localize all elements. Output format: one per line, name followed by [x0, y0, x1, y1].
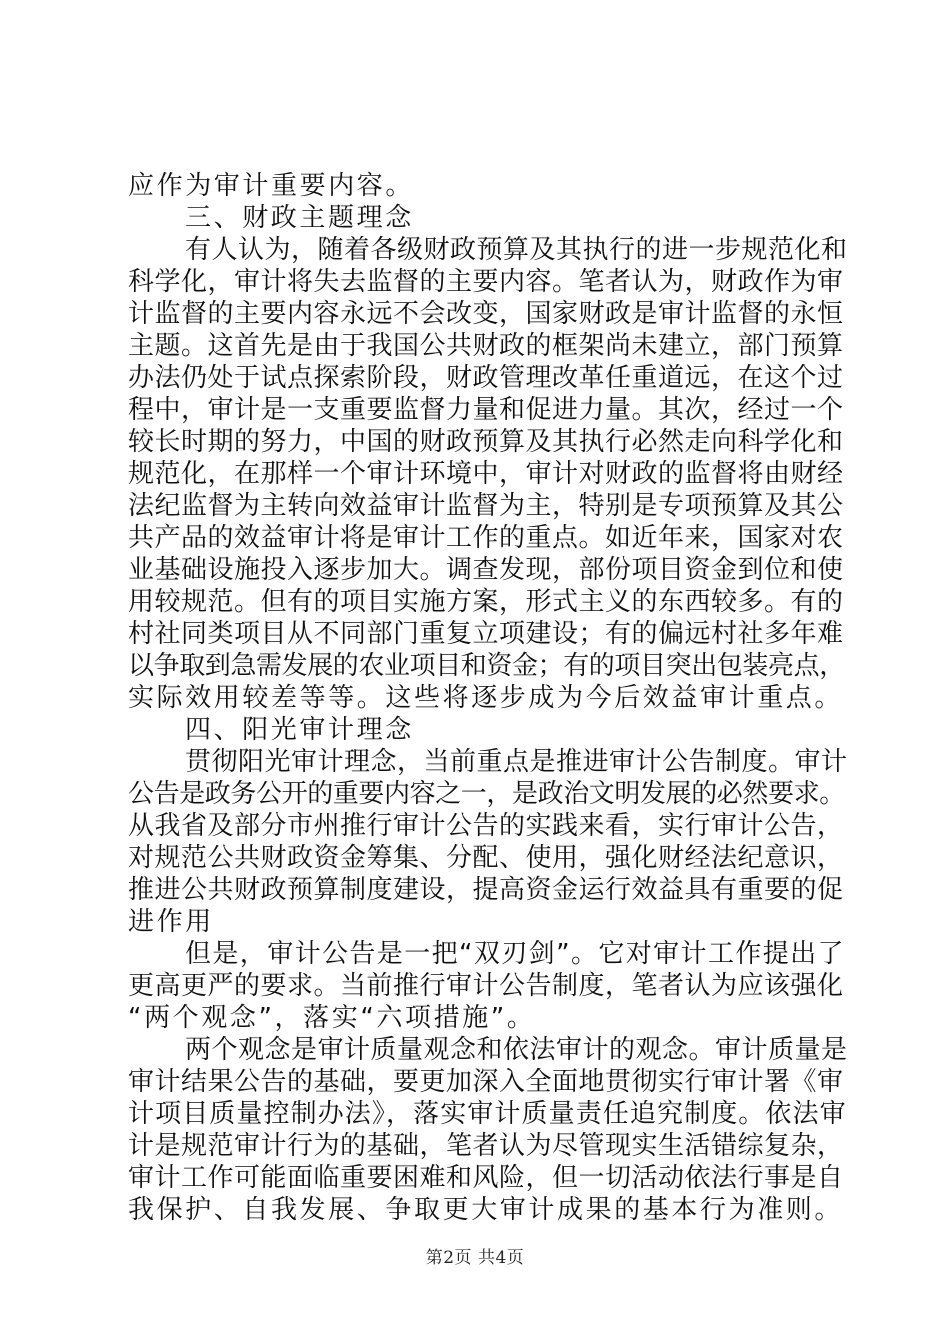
text-line: 业基础设施投入逐步加大。调查发现，部份项目资金到位和使 [128, 555, 844, 585]
text-line: 两个观念是审计质量观念和依法审计的观念。审计质量是 [185, 1035, 848, 1065]
text-line: 规范化，在那样一个审计环境中，审计对财政的监督将由财经 [128, 459, 844, 489]
text-line: 有人认为，随着各级财政预算及其执行的进一步规范化和 [185, 235, 848, 265]
text-line: 贯彻阳光审计理念，当前重点是推进审计公告制度。审计 [185, 747, 848, 777]
text-line: 法纪监督为主转向效益审计监督为主，特别是专项预算及其公 [128, 491, 844, 521]
text-line: 科学化，审计将失去监督的主要内容。笔者认为，财政作为审 [128, 267, 844, 297]
text-line: 用较规范。但有的项目实施方案，形式主义的东西较多。有的 [128, 587, 844, 617]
text-line: 主题。这首先是由于我国公共财政的框架尚未建立，部门预算 [128, 331, 844, 361]
text-line: 计项目质量控制办法》，落实审计质量责任追究制度。依法审 [128, 1099, 847, 1129]
text-line: 对规范公共财政资金筹集、分配、使用，强化财经法纪意识， [128, 843, 844, 873]
text-line: 公告是政务公开的重要内容之一，是政治文明发展的必然要求。 [128, 779, 845, 809]
text-line: 我保护、自我发展、争取更大审计成果的基本行为准则。 [128, 1195, 844, 1225]
text-line: 四、阳光审计理念 [185, 715, 414, 745]
text-line: 三、财政主题理念 [185, 203, 414, 233]
text-line: 但是，审计公告是一把“双刃剑”。它对审计工作提出了 [185, 939, 845, 969]
text-line: 推进公共财政预算制度建设，提高资金运行效益具有重要的促 [128, 875, 844, 905]
text-line: 审计工作可能面临重要困难和风险，但一切活动依法行事是自 [128, 1163, 844, 1193]
text-line: “两个观念”，落实“六项措施”。 [128, 1003, 536, 1033]
page-footer [0, 1243, 950, 1268]
text-line: 村社同类项目从不同部门重复立项建设；有的偏远村社多年难 [128, 619, 844, 649]
text-line: 审计结果公告的基础，要更加深入全面地贯彻实行审计署《审 [128, 1067, 844, 1097]
text-line: 计监督的主要内容永远不会改变，国家财政是审计监督的永恒 [128, 299, 844, 329]
text-line: 计是规范审计行为的基础，笔者认为尽管现实生活错综复杂， [128, 1131, 844, 1161]
text-line: 实际效用较差等等。这些将逐步成为今后效益审计重点。 [128, 683, 844, 713]
page-number: 第2页 共4页 [425, 1248, 525, 1268]
document-body [128, 170, 848, 1226]
text-line: 办法仍处于试点探索阶段，财政管理改革任重道远，在这个过 [128, 363, 844, 393]
text-line: 更高更严的要求。当前推行审计公告制度，笔者认为应该强化 [128, 971, 844, 1001]
text-line: 较长时期的努力，中国的财政预算及其执行必然走向科学化和 [128, 427, 844, 457]
text-line: 进作用 [128, 907, 214, 937]
text-line: 应作为审计重要内容。 [128, 171, 415, 201]
text-line: 程中，审计是一支重要监督力量和促进力量。其次，经过一个 [128, 395, 844, 425]
text-line: 从我省及部分市州推行审计公告的实践来看，实行审计公告， [128, 811, 844, 841]
text-line: 以争取到急需发展的农业项目和资金；有的项目突出包装亮点， [128, 651, 845, 681]
text-line: 共产品的效益审计将是审计工作的重点。如近年来，国家对农 [128, 523, 844, 553]
